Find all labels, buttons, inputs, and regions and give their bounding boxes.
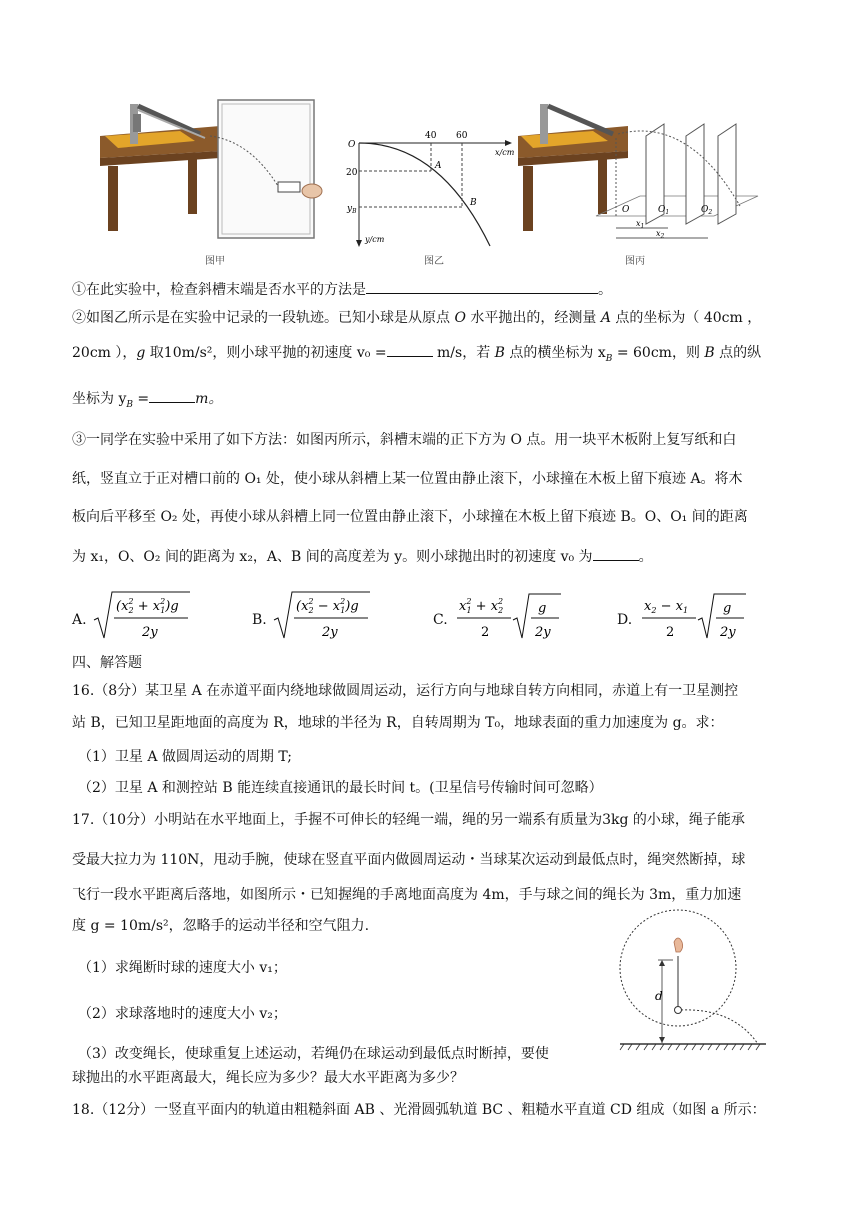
q15-part1: ①在此实验中，检查斜槽末端是否水平的方法是 。: [72, 279, 612, 300]
fig3-x1: $x_1$: [636, 219, 645, 230]
svg-text:(x22 + x21)g: ($x^2$ $2 + x^2$ 1)g: [116, 597, 179, 615]
q17-part2: （2）求球落地时的速度大小 v₂；: [78, 1006, 287, 1022]
q17-part3-line2: 球抛出的水平距离最大，绳长应为多少？最大水平距离为多少？: [72, 1070, 464, 1086]
svg-text:(x22 − x21)g: ($x^2$ $2 - x^2$ 1)g: [296, 597, 359, 615]
q15-part2-line2: [72, 342, 761, 369]
q15-part2-xb-sub: B: [605, 353, 613, 364]
q16-line1: 16.（8分）某卫星 A 在赤道平面内绕地球做圆周运动，运行方向与地球自转方向相同，赤道上有一卫星测控: [72, 683, 739, 699]
svg-text:x2 − x1: $x_2 - x_1$: [644, 599, 689, 615]
q15-part2-a: A: [600, 310, 611, 326]
fig2-tick-x1: 40: [425, 131, 437, 141]
q18-line1: 18.（12分）一竖直平面内的轨道由粗糙斜面 AB 、光滑圆弧轨道 BC 、粗糙水平直道 CD 组成（如图 a 所示：: [72, 1102, 766, 1118]
option-b-formula: [272, 588, 372, 648]
q15-part3-line2: 纸，竖直立于正对槽口前的 O₁ 处，使小球从斜槽上某一位置由静止滚下，小球撞在木板上留下痕迹 A。将木: [72, 471, 743, 487]
q17-figure: [618, 908, 768, 1056]
q16-line2: 站 B，已知卫星距地面的高度为 R，地球的半径为 R，自转周期为 T₀，地球表面的重力加速度为 g。求：: [72, 715, 724, 731]
fig2-tick-y1: 20: [346, 168, 358, 178]
figure-bing-caption: 图丙: [625, 256, 645, 267]
q15-part2-b2: B: [704, 345, 715, 361]
section-4-heading: 四、解答题: [72, 655, 142, 671]
q15-part2-line3: [72, 388, 222, 415]
svg-text:2y: 2y: [322, 625, 338, 640]
svg-text:x21 + x22: $x^2$ $1 + x^2$ 2: [459, 597, 504, 615]
fig2-x-axis-label: x/cm: [495, 148, 515, 157]
q16-part1: （1）卫星 A 做圆周运动的周期 T;: [78, 749, 292, 765]
q17-figure-d-label: d: [655, 989, 663, 1003]
figure-jia-caption: 图甲: [205, 256, 225, 267]
q15-part2-text-e: 点的坐标为（ 40cm ，: [610, 310, 762, 326]
option-d-label: D.: [617, 612, 633, 628]
option-c-formula: [455, 588, 565, 648]
fig2-yb-label: $y_B$: [347, 204, 357, 215]
figure-jia-drawing: [100, 96, 325, 246]
option-c-label: C.: [433, 612, 448, 628]
q16-part2: （2）卫星 A 和测控站 B 能连续直接通讯的最长时间 t。(卫星信号传输时间可忽略）: [78, 780, 603, 796]
q15-part2-yb-sub: B: [126, 399, 133, 410]
q15-part3-line1: ③一同学在实验中采用了如下方法：如图丙所示，斜槽末端的正下方为 O 点。用一块平木板附上复写纸和白: [72, 432, 737, 448]
svg-text:g: g: [723, 601, 732, 616]
q15-part2-text-f: 20cm ），: [72, 345, 137, 361]
q15-part3-line4-text: 为 x₁，O、O₂ 间的距离为 x₂，A、B 间的高度差为 y。则小球抛出时的初速度 v₀ 为: [72, 549, 593, 565]
q17-line1: 17.（10分）小明站在水平地面上，手握不可伸长的轻绳一端，绳的另一端系有质量为3kg 的小球，绳子能承: [72, 812, 745, 828]
q15-part2-line1: [72, 308, 761, 328]
fig2-origin: O: [348, 140, 356, 150]
fig2-tick-x2: 60: [456, 131, 468, 141]
fig3-o2: $O_2$: [701, 205, 713, 216]
q15-part3-line3: 板向后平移至 O₂ 处，再使小球从斜槽上同一位置由静止滚下，小球撞在木板上留下痕迹 B。O、O₁ 间的距离: [72, 509, 748, 525]
fig2-y-axis-label: y/cm: [365, 235, 385, 244]
figure-jia: [100, 96, 325, 246]
q17-line3: 飞行一段水平距离后落地，如图所示・已知握绳的手离地面高度为 4m，手与球之间的绳长为 3m，重力加速: [72, 887, 742, 903]
fig3-o1: $O_1$: [658, 205, 670, 216]
option-d-formula: [640, 588, 750, 648]
q15-part2-text-k: 点的横坐标为 x: [504, 345, 606, 361]
q15-part2-b: B: [494, 345, 505, 361]
q15-part1-text: ①在此实验中，检查斜槽末端是否水平的方法是: [72, 282, 366, 298]
figure-yi: [345, 128, 525, 248]
option-b-label: B.: [252, 612, 267, 628]
q15-yb-blank[interactable]: [149, 388, 195, 403]
option-a-formula: [92, 588, 192, 648]
svg-text:2: 2: [666, 625, 675, 640]
figure-yi-caption: 图乙: [424, 256, 444, 267]
q15-v0-formula-blank[interactable]: [593, 546, 639, 561]
svg-text:2y: 2y: [535, 625, 551, 640]
figure-bing: [518, 96, 768, 246]
q15-part2-text-i: m/s，若: [437, 345, 495, 361]
q15-part1-blank[interactable]: [366, 279, 598, 294]
q15-part2-text-c: 水平抛出的，经测量: [465, 310, 601, 326]
q15-part2-text-p: =: [132, 391, 150, 407]
q15-part2-o: O: [454, 310, 466, 326]
q15-part2-g: g: [136, 345, 146, 361]
q17-part1: （1）求绳断时球的速度大小 v₁；: [78, 960, 287, 976]
svg-text:2: 2: [481, 625, 490, 640]
q17-line4: 度 g = 10m/s²，忽略手的运动半径和空气阻力.: [72, 918, 370, 934]
option-b-formula-svg: [272, 588, 372, 644]
figure-bing-drawing: [518, 96, 768, 246]
fig2-point-a: A: [435, 161, 442, 171]
fig3-o: O: [622, 205, 630, 215]
q17-part3-line1: （3）改变绳长，使球重复上述运动，若绳仍在球运动到最低点时断掉，要使: [78, 1046, 549, 1062]
q15-part3-line4-end: 。: [638, 549, 653, 565]
fig3-x2: $x_2$: [656, 229, 665, 240]
option-c-formula-svg: [455, 588, 565, 644]
q15-part3-line4: [72, 546, 653, 567]
fig2-point-b: B: [470, 198, 477, 208]
q15-part2-text-o: 坐标为 y: [72, 391, 127, 407]
svg-text:2y: 2y: [142, 625, 158, 640]
option-a-formula-svg: [92, 588, 192, 644]
option-d-formula-svg: [640, 588, 750, 644]
option-a-label: A.: [72, 612, 87, 628]
q15-part2-text-l: = 60cm，则: [612, 345, 705, 361]
svg-text:2y: 2y: [720, 625, 736, 640]
svg-text:g: g: [538, 601, 547, 616]
q15-v0-blank[interactable]: [387, 342, 433, 357]
q17-line2: 受最大拉力为 110N，甩动手腕，使球在竖直平面内做圆周运动・当球某次运动到最低点时，绳突然断掉，球: [72, 852, 746, 868]
q17-figure-drawing: [618, 908, 768, 1056]
q15-part2-text-n: 点的纵: [714, 345, 762, 361]
q15-part2-text-h: 取10m/s²，则小球平抛的初速度 v₀ =: [145, 345, 387, 361]
q15-part2-text-q: m。: [195, 391, 223, 407]
figure-yi-graph: [345, 128, 525, 248]
q15-part2-text-a: ②如图乙所示是在实验中记录的一段轨迹。已知小球是从原点: [72, 310, 455, 326]
